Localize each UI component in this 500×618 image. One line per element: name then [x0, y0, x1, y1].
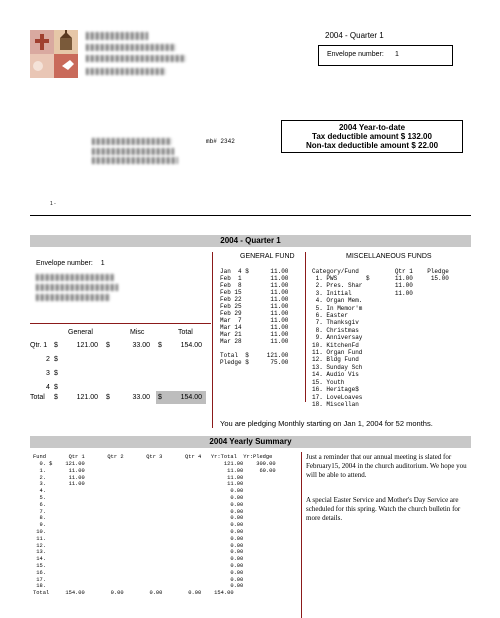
- ytd-nontax: Non-tax deductible amount $ 22.00: [305, 141, 439, 150]
- misc-funds-list: [312, 275, 449, 408]
- yearly-row: 2. 11.00 11.00: [33, 474, 244, 481]
- general-symbol: $: [54, 384, 58, 391]
- summary-row: [30, 367, 210, 381]
- total-value: 154.00: [180, 342, 202, 349]
- church-address-redacted: [86, 44, 176, 51]
- ytd-title: 2004 Year-to-date: [338, 123, 406, 132]
- general-symbol: $: [54, 370, 58, 377]
- misc-fund-row: 12. Bldg Fund: [312, 356, 359, 364]
- quarter-envelope-number: 1: [100, 260, 105, 267]
- yearly-divider: [301, 452, 302, 618]
- stray-text: 1 -: [50, 201, 56, 207]
- yearly-row: 0. $ 121.00 121.00 300.00: [33, 461, 276, 467]
- yearly-row: 10. 0.00: [33, 528, 244, 535]
- general-value: 121.00: [76, 394, 98, 401]
- summary-row: [30, 353, 210, 367]
- yearly-row: 15. 0.00: [33, 562, 244, 569]
- left-panel-rule: [30, 323, 211, 324]
- member-name-redacted: [36, 274, 114, 281]
- total-value: 154.00: [180, 394, 202, 401]
- general-fund-row: Mar 7 11.00: [220, 317, 289, 324]
- yearly-row: 5. 0.00: [33, 494, 244, 501]
- misc-fund-row: 7. Thanksgiv: [312, 319, 359, 327]
- yearly-row: 12. 0.00: [33, 542, 244, 549]
- misc-symbol: $: [106, 394, 110, 401]
- misc-fund-row: 5. In Memor'm: [312, 304, 363, 312]
- row-label: Total: [30, 394, 45, 401]
- ytd-box: [281, 120, 463, 153]
- yearly-row: 3. 11.00 11.00: [33, 481, 244, 488]
- misc-fund-row: 10. KitchenFd: [312, 341, 359, 349]
- general-fund-row: Jan 4 $ 11.00: [220, 268, 289, 275]
- general-fund-row: Mar 21 11.00: [220, 331, 289, 338]
- misc-fund-row: 13. Sunday Sch: [312, 363, 363, 371]
- church-name-redacted: [86, 32, 148, 40]
- misc-fund-row: 18. Miscellan: [312, 400, 359, 408]
- misc-funds-header: Category/Fund Qtr 1 Pledge: [312, 268, 449, 275]
- general-fund-title: GENERAL FUND: [240, 253, 295, 260]
- quarter-title-bar: 2004 - Quarter 1: [30, 235, 471, 247]
- header-total: Total: [178, 329, 193, 336]
- yearly-note-1: Just a reminder that our annual meeting is slated for February15, 2004 in the church auditorium. We hope you will be able to attend.: [306, 453, 467, 479]
- misc-fund-row: 16. Heritage$: [312, 386, 359, 394]
- quarter-envelope-text: Envelope number:: [36, 260, 93, 267]
- summary-row: [30, 339, 210, 353]
- general-fund-total: Total $ 121.00: [220, 352, 289, 359]
- top-divider: [30, 215, 471, 216]
- member-city-redacted: [36, 294, 110, 301]
- general-fund-row: Feb 29 11.00: [220, 310, 289, 317]
- general-symbol: $: [54, 342, 58, 349]
- row-label: 4: [46, 384, 50, 391]
- yearly-row: 1. 11.00 11.00 60.00: [33, 467, 276, 474]
- yearly-row: 18. 0.00: [33, 583, 244, 590]
- yearly-row: 16. 0.00: [33, 569, 244, 576]
- yearly-list: [33, 461, 276, 597]
- general-fund-row: Feb 8 11.00: [220, 282, 289, 289]
- pledge-note: You are pledging Monthly starting on Jan 1, 2004 for 52 months.: [220, 419, 433, 428]
- member-street-redacted: [36, 284, 118, 291]
- church-city-redacted: [86, 55, 186, 62]
- ytd-tax: Tax deductible amount $ 132.00: [312, 132, 432, 141]
- general-fund-row: Feb 15 11.00: [220, 289, 289, 296]
- envelope-label: Envelope number:: [327, 51, 384, 58]
- summary-row-total: [30, 391, 210, 405]
- yearly-row: 13. 0.00: [33, 549, 244, 556]
- quarter-envelope-label: [36, 260, 105, 267]
- misc-fund-row: 11. Organ Fund: [312, 349, 363, 357]
- general-symbol: $: [54, 356, 58, 363]
- yearly-header: Fund Qtr 1 Qtr 2 Qtr 3 Qtr 4 Yr:Total Yr:Pledge: [33, 454, 273, 460]
- envelope-box: [318, 45, 453, 66]
- header-misc: Misc: [130, 329, 145, 336]
- general-fund-row: [220, 345, 288, 352]
- left-panel-divider: [212, 252, 213, 428]
- yearly-total-row: Total 154.00 0.00 0.00 0.00 154.00: [33, 590, 234, 597]
- yearly-row: 7. 0.00: [33, 508, 244, 515]
- yearly-row: 8. 0.00: [33, 515, 244, 522]
- general-symbol: $: [54, 394, 58, 401]
- recipient-name-redacted: [92, 138, 172, 145]
- total-symbol: $: [158, 394, 162, 401]
- middle-panel-divider: [305, 252, 306, 402]
- yearly-row: 11. 0.00: [33, 535, 244, 542]
- envelope-number: 1: [395, 51, 399, 58]
- misc-value: 33.00: [132, 394, 150, 401]
- yearly-summary-bar: 2004 Yearly Summary: [30, 436, 471, 448]
- header-general: General: [68, 329, 93, 336]
- row-label: 3: [46, 370, 50, 377]
- misc-fund-row: 17. LoveLoaves: [312, 393, 363, 401]
- yearly-row: 9. 0.00: [33, 522, 244, 529]
- general-fund-list: [220, 268, 288, 366]
- misc-fund-row: 15. Youth: [312, 378, 345, 386]
- misc-funds-title: MISCELLANEOUS FUNDS: [346, 253, 432, 260]
- misc-fund-row: 4. Organ Mem.: [312, 297, 363, 305]
- summary-headers: [30, 329, 210, 339]
- recipient-city-redacted: [92, 157, 178, 164]
- general-value: 121.00: [76, 342, 98, 349]
- general-fund-row: Feb 25 11.00: [220, 303, 289, 310]
- church-logo-icon: [30, 30, 78, 78]
- misc-fund-row: 2. Pres. Shar 11.00: [312, 282, 413, 290]
- misc-fund-row: 9. Anniversay: [312, 334, 363, 342]
- misc-fund-row: 14. Audio Vis: [312, 371, 359, 379]
- general-fund-row: Mar 28 11.00: [220, 338, 289, 345]
- yearly-row: 4. 0.00: [33, 488, 244, 495]
- misc-fund-row: 1. PWS $ 11.00 15.00: [312, 275, 449, 282]
- total-symbol: $: [158, 342, 162, 349]
- general-fund-row: Feb 22 11.00: [220, 296, 289, 303]
- row-label: Qtr. 1: [30, 342, 48, 349]
- yearly-row: 17. 0.00: [33, 576, 244, 583]
- general-fund-row: Mar 14 11.00: [220, 324, 289, 331]
- yearly-note-2: A special Easter Service and Mother's Day Service are scheduled for this spring. Watch the church bulletin for more details.: [306, 496, 461, 522]
- misc-symbol: $: [106, 342, 110, 349]
- church-phone-redacted: [86, 68, 166, 75]
- misc-value: 33.00: [132, 342, 150, 349]
- yearly-row: 6. 0.00: [33, 501, 244, 508]
- mailing-code: mb# 2342: [206, 138, 235, 145]
- misc-fund-row: 3. Initial 11.00: [312, 289, 413, 297]
- row-label: 2: [46, 356, 50, 363]
- yearly-row: 14. 0.00: [33, 556, 244, 563]
- header-period: 2004 - Quarter 1: [325, 31, 384, 40]
- general-fund-row: Feb 1 11.00: [220, 275, 289, 282]
- misc-fund-row: 6. Easter: [312, 312, 349, 320]
- general-fund-pledge: Pledge $ 75.00: [220, 359, 289, 366]
- recipient-street-redacted: [92, 148, 174, 155]
- misc-fund-row: 8. Christmas: [312, 326, 359, 334]
